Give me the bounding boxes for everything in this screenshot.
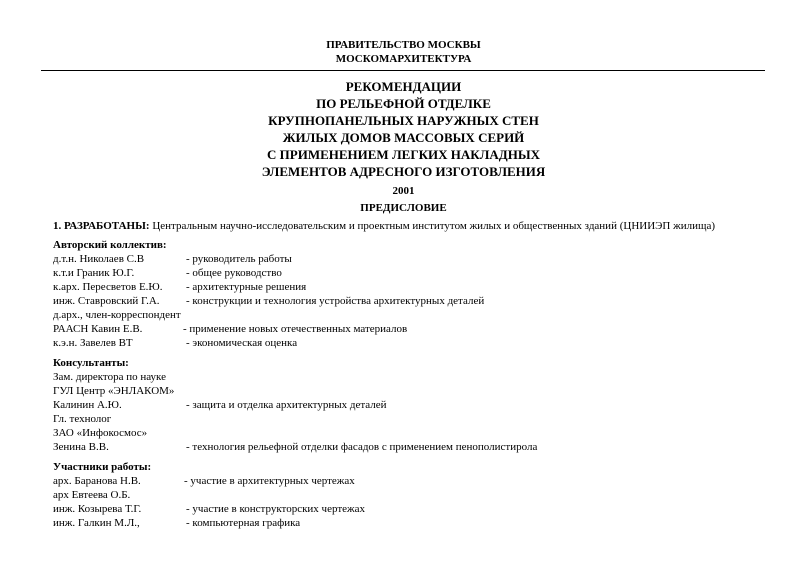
- participant-name: арх Евтеева О.Б.: [53, 489, 131, 501]
- consultant-name: Зам. директора по науке: [53, 371, 167, 383]
- participant-name: арх. Баранова Н.В.: [53, 475, 141, 487]
- author-name: к.э.н. Завелев ВТ: [53, 337, 133, 349]
- consultant-role: - технология рельефной отделки фасадов с применением пенополистирола: [186, 441, 538, 453]
- org-name-architecture: МОСКОМАРХИТЕКТУРА: [335, 53, 472, 65]
- author-name: к.арх. Пересветов Е.Ю.: [53, 281, 163, 293]
- consultant-role: - защита и отделка архитектурных деталей: [186, 399, 387, 411]
- developed-by-label: 1. РАЗРАБОТАНЫ:: [53, 220, 150, 232]
- author-role: - конструкции и технология устройства архитектурных деталей: [186, 295, 485, 307]
- author-name: к.т.и Граник Ю.Г.: [53, 267, 135, 279]
- org-name-government: ПРАВИТЕЛЬСТВО МОСКВЫ: [326, 39, 481, 51]
- author-name: д.арх., член-корреспондент: [53, 309, 181, 321]
- participants-heading: Участники работы:: [53, 461, 152, 473]
- developed-by-text: Центральным научно-исследовательским и проектным институтом жилых и общественных зданий (ЦНИИЭП жилища): [149, 220, 715, 232]
- author-role: - экономическая оценка: [186, 337, 298, 349]
- title-line-1: РЕКОМЕНДАЦИИ: [345, 79, 462, 94]
- participant-role: - компьютерная графика: [186, 517, 301, 529]
- title-line-3: КРУПНОПАНЕЛЬНЫХ НАРУЖНЫХ СТЕН: [268, 113, 539, 128]
- consultant-name: Калинин А.Ю.: [53, 399, 122, 411]
- author-name: д.т.н. Николаев С.В: [53, 253, 145, 265]
- author-name: инж. Ставровский Г.А.: [53, 295, 160, 307]
- authors-heading: Авторский коллектив:: [53, 239, 167, 251]
- author-role: - применение новых отечественных материалов: [183, 323, 408, 335]
- title-line-4: ЖИЛЫХ ДОМОВ МАССОВЫХ СЕРИЙ: [282, 130, 525, 145]
- consultant-name: Зенина В.В.: [53, 441, 109, 453]
- author-name: РААСН Кавин Е.В.: [53, 323, 143, 335]
- title-line-5: С ПРИМЕНЕНИЕМ ЛЕГКИХ НАКЛАДНЫХ: [267, 147, 540, 162]
- consultant-name: ГУЛ Центр «ЭНЛАКОМ»: [53, 385, 175, 397]
- author-role: - общее руководство: [186, 267, 282, 279]
- consultant-name: ЗАО «Инфокосмос»: [53, 427, 148, 439]
- consultants-heading: Консультанты:: [53, 357, 129, 369]
- document-year: 2001: [392, 185, 415, 197]
- participant-role: - участие в архитектурных чертежах: [184, 475, 355, 487]
- author-role: - архитектурные решения: [186, 281, 307, 293]
- preface-heading: ПРЕДИСЛОВИЕ: [360, 202, 447, 214]
- author-role: - руководитель работы: [186, 253, 292, 265]
- title-line-6: ЭЛЕМЕНТОВ АДРЕСНОГО ИЗГОТОВЛЕНИЯ: [261, 164, 546, 179]
- header-divider: [41, 70, 765, 71]
- participant-name: инж. Козырева Т.Г.: [53, 503, 142, 515]
- consultant-name: Гл. технолог: [53, 413, 112, 425]
- title-line-2: ПО РЕЛЬЕФНОЙ ОТДЕЛКЕ: [316, 96, 491, 111]
- participant-role: - участие в конструкторских чертежах: [186, 503, 365, 515]
- developed-by-paragraph: [53, 219, 715, 233]
- participant-name: инж. Галкин М.Л.,: [53, 517, 140, 529]
